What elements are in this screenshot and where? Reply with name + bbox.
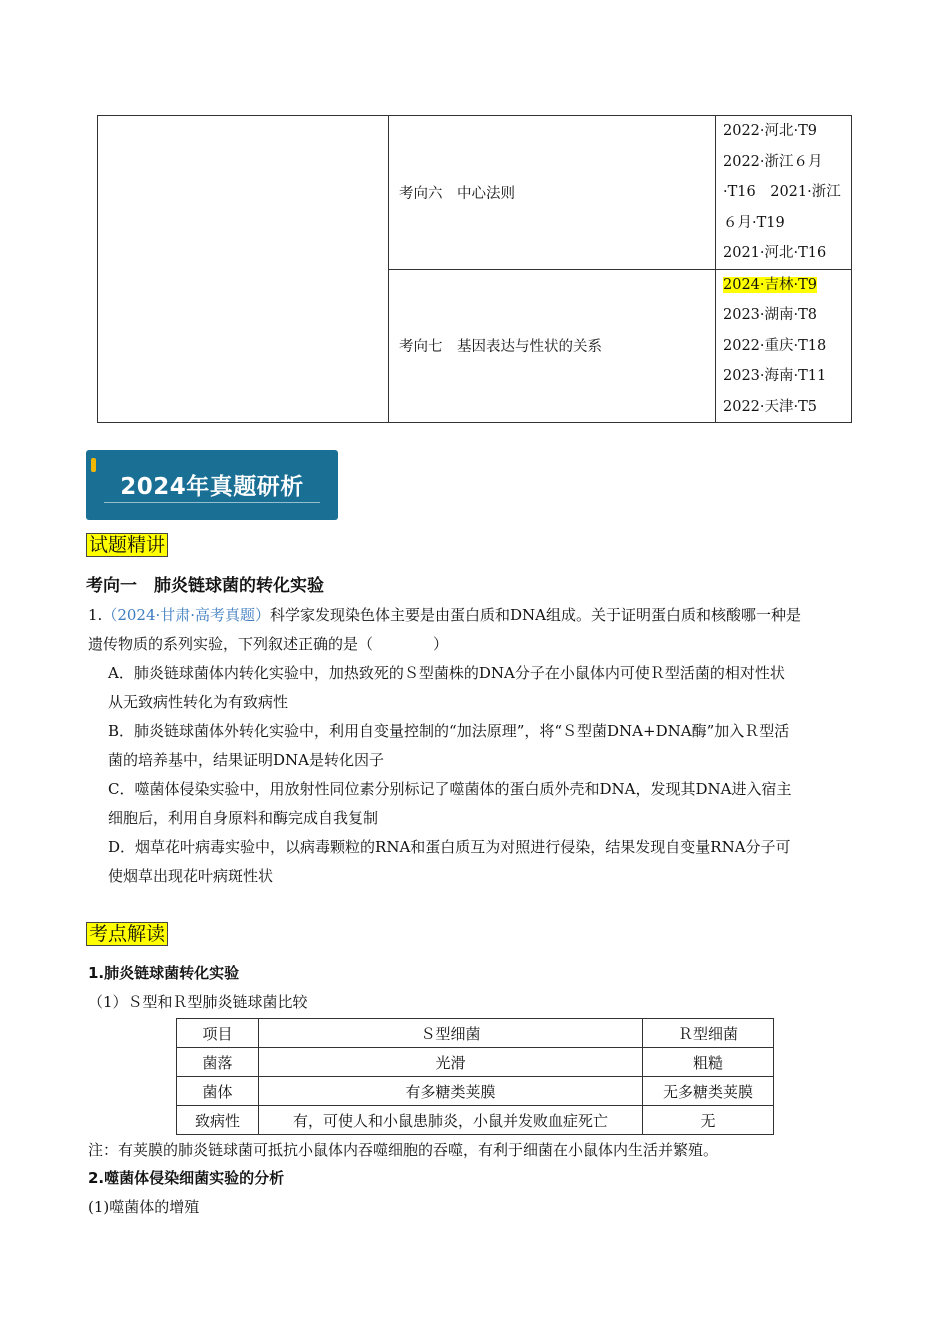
empty-cell: [98, 116, 389, 423]
content-heading-1: 1.肺炎链球菌转化实验: [88, 964, 240, 982]
question-number: 1.: [88, 606, 103, 624]
section-tag: 试题精讲: [86, 533, 168, 557]
table-note: 注：有荚膜的肺炎链球菌可抵抗小鼠体内吞噬细胞的吞噬，有利于细菌在小鼠体内生活并繁殖。: [88, 1141, 719, 1159]
table-cell: 致病性: [177, 1106, 259, 1135]
ref-item: 2022·浙江６月: [723, 153, 823, 170]
table-header-cell: Ｓ型细菌: [259, 1019, 643, 1048]
topic-label: 考向六 中心法则: [399, 185, 515, 202]
option-c[interactable]: C．噬菌体侵染实验中，用放射性同位素分别标记了噬菌体的蛋白质外壳和DNA，发现其DNA进入宿主 细胞后，利用自身原料和酶完成自我复制: [108, 780, 792, 827]
question-block: [88, 601, 878, 659]
ref-item: 2023·湖南·T8: [723, 307, 818, 323]
section-banner: [86, 450, 338, 520]
table-cell: 有，可使人和小鼠患肺炎，小鼠并发败血症死亡: [259, 1106, 643, 1135]
content-heading-2: 2.噬菌体侵染细菌实验的分析: [88, 1169, 285, 1187]
question-source: （2024·甘肃·高考真题）: [102, 606, 271, 624]
table-cell: 无多糖类荚膜: [643, 1077, 774, 1106]
ref-item: 2022·重庆·T18: [723, 337, 827, 354]
question-stem: 科学家发现染色体主要是由蛋白质和DNA组成。关于证明蛋白质和核酸哪一种是: [270, 606, 802, 624]
topic-label-cell: [389, 269, 716, 423]
table-cell: 粗糙: [643, 1048, 774, 1077]
topic-refs-cell: [716, 116, 852, 270]
topic-label: 考向七 基因表达与性状的关系: [399, 339, 602, 356]
topic-heading: 考向一 肺炎链球菌的转化实验: [86, 576, 324, 596]
options-list: [108, 659, 878, 891]
question-stem-cont: 遗传物质的系列实验，下列叙述正确的是（ ）: [88, 635, 449, 653]
exam-topic-table: [97, 115, 852, 423]
table-cell: 菌体: [177, 1077, 259, 1106]
table-row: [177, 1048, 774, 1077]
ref-item: 2022·天津·T5: [723, 398, 818, 415]
ref-item: ·T16 2021·浙江: [723, 184, 841, 200]
table-header-cell: Ｒ型细菌: [643, 1019, 774, 1048]
content-subheading-1: （1）Ｓ型和Ｒ型肺炎链球菌比较: [88, 993, 308, 1011]
table-cell: 光滑: [259, 1048, 643, 1077]
table-cell: 有多糖类荚膜: [259, 1077, 643, 1106]
topic-label-cell: [389, 116, 716, 270]
table-row: [177, 1106, 774, 1135]
table-header-cell: 项目: [177, 1019, 259, 1048]
table-header-row: [177, 1019, 774, 1048]
section-tag: 考点解读: [86, 922, 168, 946]
option-d[interactable]: D．烟草花叶病毒实验中，以病毒颗粒的RNA和蛋白质互为对照进行侵染，结果发现自变量RNA分子可 使烟草出现花叶病斑性状: [108, 838, 791, 885]
ref-item: 2022·河北·T9: [723, 123, 818, 139]
banner-underline: [104, 502, 320, 503]
banner-title: 2024年真题研析: [120, 474, 304, 500]
ref-item: 2021·河北·T16: [723, 245, 827, 261]
ref-item: ６月·T19: [723, 214, 785, 231]
highlighted-ref: 2024·吉林·T9: [723, 276, 818, 293]
option-a[interactable]: A．肺炎链球菌体内转化实验中，加热致死的Ｓ型菌株的DNA分子在小鼠体内可使Ｒ型活菌的相对性状 从无致病性转化为有致病性: [108, 664, 785, 711]
option-b[interactable]: B．肺炎链球菌体外转化实验中，利用自变量控制的“加法原理”，将“Ｓ型菌DNA+DNA酶”加入Ｒ型活 菌的培养基中，结果证明DNA是转化因子: [108, 722, 790, 769]
content-subheading-2: (1)噬菌体的增殖: [88, 1198, 200, 1216]
ref-item: 2023·海南·T11: [723, 368, 827, 384]
comparison-table: [176, 1018, 774, 1135]
table-cell: 无: [643, 1106, 774, 1135]
table-cell: 菌落: [177, 1048, 259, 1077]
topic-refs-cell: [716, 269, 852, 423]
table-row: [177, 1077, 774, 1106]
